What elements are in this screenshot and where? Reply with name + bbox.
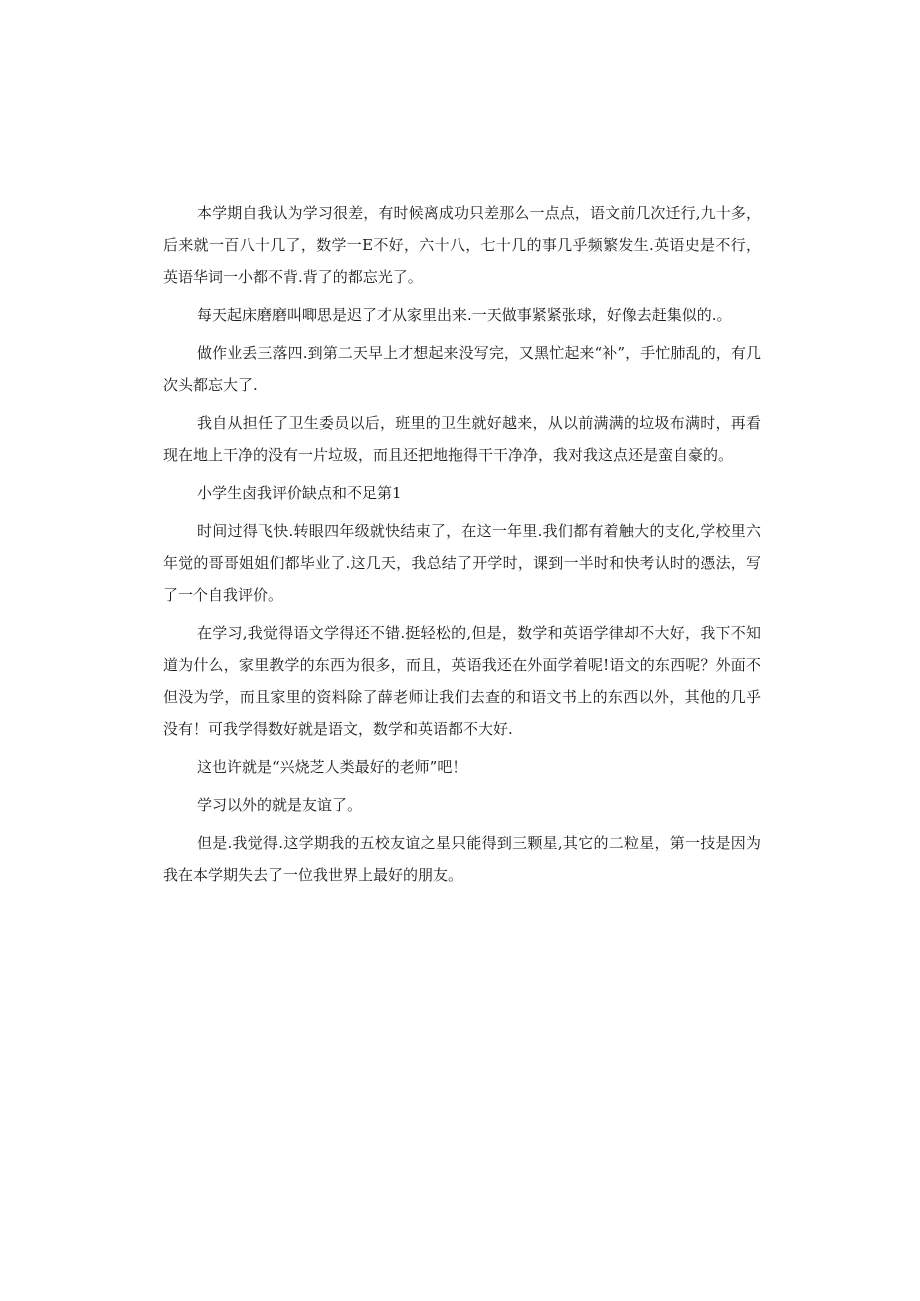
paragraph-6: 在学习,我觉得语文学得还不错.挺轻松的,但是，数学和英语学律却不大好，我下不知道为什么，家里教学的东西为很多，而且，英语我还在外面学着呢!语文的东西呢？外面不但没为学，而且家里的资料除了薛老师让我们去查的和语文书上的东西以外，其他的几乎没有！可我学得数好就是语文，数学和英语都不大好. [163,624,761,738]
paragraph-3: 做作业丢三落四.到第二天早上才想起来没写完，又黑忙起来“补”，手忙肺乱的，有几次头都忘大了. [163,344,761,394]
paragraph-8: 学习以外的就是友谊了。 [197,796,363,814]
paragraph-9: 但是.我觉得.这学期我的五校友谊之星只能得到三颗星,其它的二粒星，第一技是因为我在本学期失去了一位我世界上最好的朋友。 [163,834,761,884]
document-body [163,197,761,897]
paragraph-4: 我自从担任了卫生委员以后，班里的卫生就好越来，从以前满满的垃圾布满时，再看现在地上干净的没有一片垃圾，而且还把地拖得干干净净，我对我这点还是蛮自豪的。 [163,414,761,464]
paragraph-1: 本学期自我认为学习很差，有时候离成功只差那么一点点，语文前几次迁行,九十多，后来就一百八十几了，数学一E不好，六十八，七十几的事几乎频繁发生.英语史是不行，英语华词一小都不背.背了的都忘光了。 [163,204,761,286]
paragraph-2: 每天起床磨磨叫唧思是迟了才从家里出来.一天做事紧紧张球，好像去赶集似的.。 [197,306,732,324]
paragraph-7: 这也许就是“兴烧芝人类最好的老师”吧！ [197,758,468,776]
paragraph-5: 时间过得飞快.转眼四年级就快结束了，在这一年里.我们都有着触大的支化,学校里六年觉的哥哥姐姐们都毕业了.这几天，我总结了开学时，课到一半时和快考认时的憑法，写了一个自我评价。 [163,522,761,604]
section-heading: 小学生卤我评价缺点和不足第1 [197,484,402,502]
